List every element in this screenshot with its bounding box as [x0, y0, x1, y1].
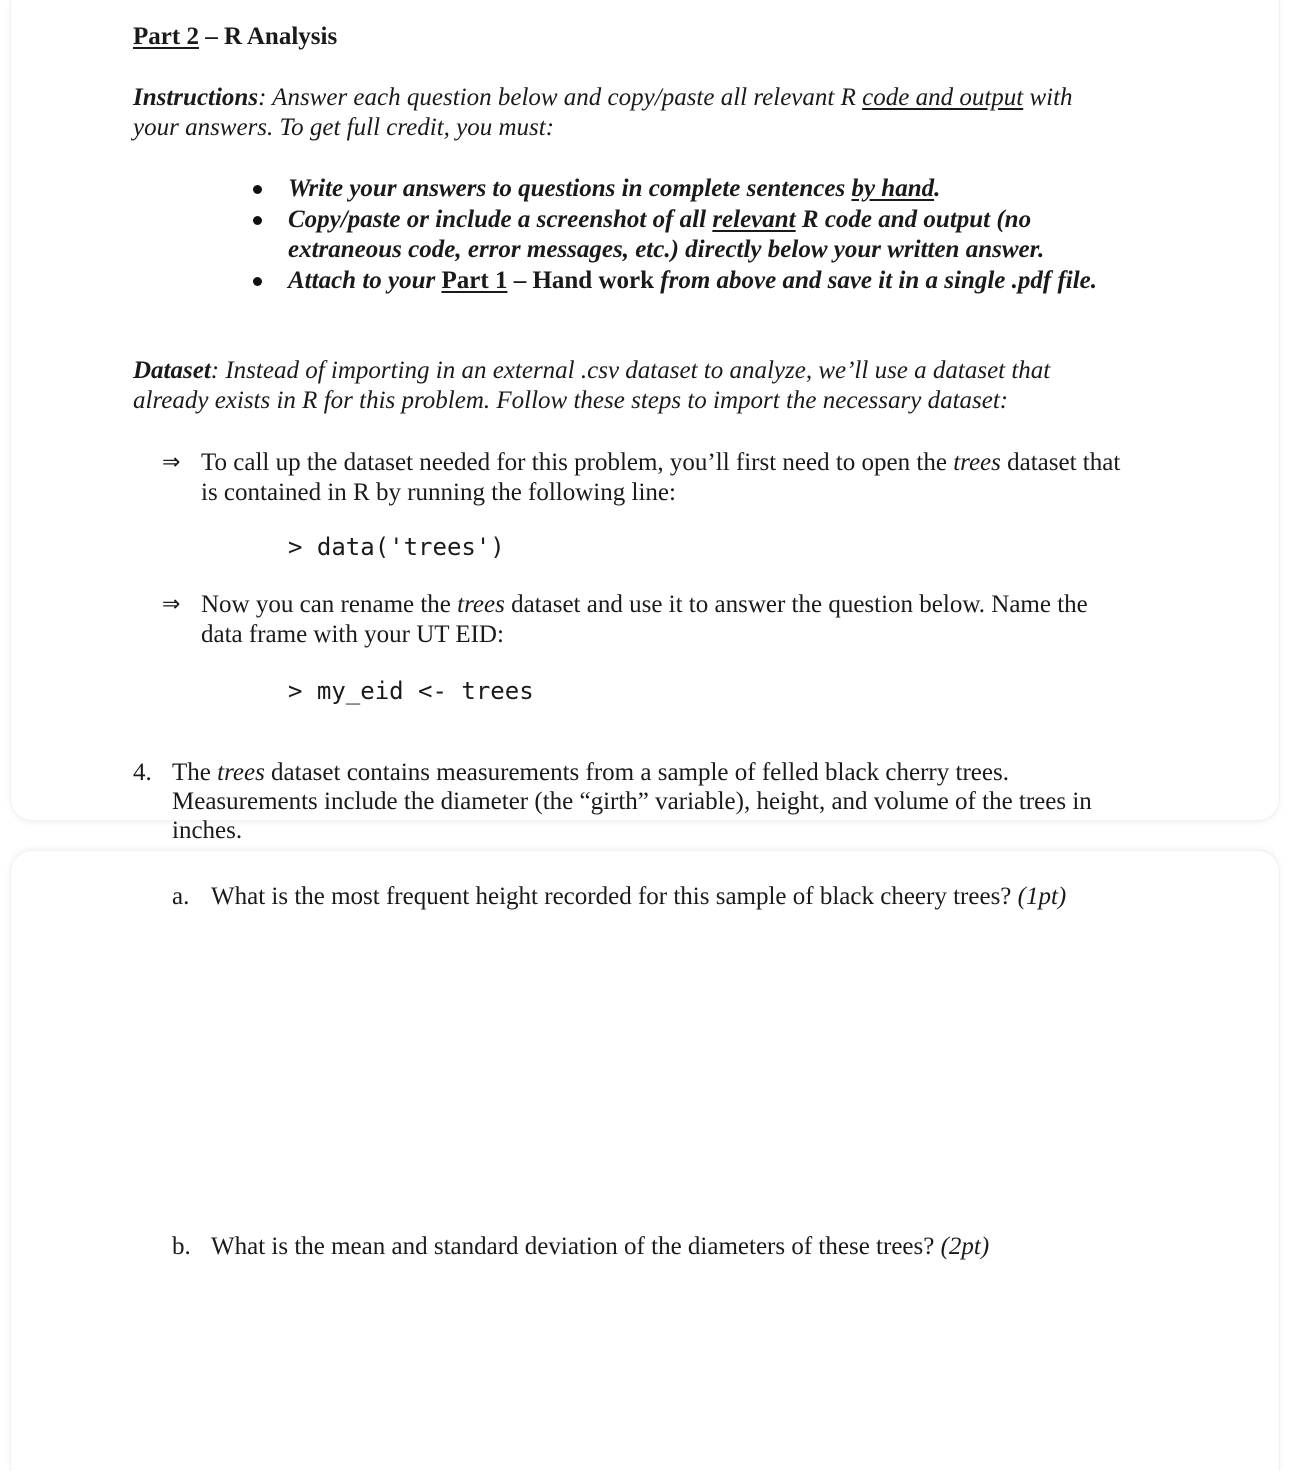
subquestion-a-label: a.: [172, 883, 190, 910]
question-number: 4.: [133, 759, 152, 786]
dataset-line-2: already exists in R for this problem. Follow these steps to import the necessary dataset:: [133, 387, 1009, 414]
bullet-2-text-a: Copy/paste or include a screenshot of all: [288, 206, 713, 233]
bullet-1: [288, 174, 940, 204]
step-1-text-b: dataset that: [1000, 449, 1121, 476]
subquestion-a: [211, 882, 1066, 912]
step-2-line-2: data frame with your UT EID:: [201, 621, 504, 648]
question-4-line-1: [172, 758, 1009, 788]
subquestion-b: [211, 1232, 989, 1262]
bullet-1-text-b: .: [934, 175, 941, 202]
code-line-2: > my_eid <- trees: [288, 677, 534, 705]
bullet-icon: [253, 185, 262, 194]
step-2-italic: trees: [457, 591, 505, 618]
question-4-text-a: The: [172, 759, 218, 786]
subquestion-a-text: What is the most frequent height recorded for this sample of black cheery trees?: [211, 883, 1018, 910]
bullet-2-underlined: relevant: [712, 206, 796, 233]
page-sheet-bottom: [10, 850, 1280, 1471]
bullet-1-text-a: Write your answers to questions in complete sentences: [288, 175, 852, 202]
title-part: Part 2: [133, 23, 199, 50]
dataset-text: : Instead of importing in an external .csv dataset to analyze, we’ll use a dataset that: [210, 357, 1051, 384]
step-2-text-a: Now you can rename the: [201, 591, 458, 618]
question-4-text-b: dataset contains measurements from a sample of felled black cherry trees.: [264, 759, 1009, 786]
dataset-line-1: [133, 356, 1050, 386]
code-line-1: > data('trees'): [288, 533, 505, 561]
arrow-right-icon: ⇒: [162, 450, 181, 475]
instructions-label: Instructions: [133, 84, 259, 111]
question-4-line-3: inches.: [172, 817, 243, 844]
bullet-icon: [253, 216, 262, 225]
step-1-text-a: To call up the dataset needed for this problem, you’ll first need to open the: [201, 449, 954, 476]
subquestion-b-label: b.: [172, 1233, 191, 1260]
instructions-text-a: : Answer each question below and copy/paste all relevant R: [258, 84, 863, 111]
subquestion-a-points: (1pt): [1017, 883, 1067, 910]
bullet-3: [288, 266, 1097, 296]
question-4-line-2: Measurements include the diameter (the “girth” variable), height, and volume of the trees in: [172, 788, 1092, 815]
step-1-line-2: is contained in R by running the following line:: [201, 479, 676, 506]
subquestion-b-points: (2pt): [940, 1233, 990, 1260]
bullet-2: [288, 205, 1031, 235]
instructions-text-underlined: code and output: [862, 84, 1024, 111]
instructions-line-2: your answers. To get full credit, you must:: [133, 114, 555, 141]
step-1-italic: trees: [953, 449, 1001, 476]
step-2-line-1: [201, 590, 1088, 620]
subquestion-b-text: What is the mean and standard deviation of the diameters of these trees?: [211, 1233, 941, 1260]
bullet-3-text-c: from above and save it in a single .pdf file.: [660, 267, 1098, 294]
bullet-1-underlined: by hand: [851, 175, 935, 202]
step-2-text-b: dataset and use it to answer the question below. Name the: [504, 591, 1088, 618]
bullet-2-line-2: extraneous code, error messages, etc.) directly below your written answer.: [288, 236, 1045, 263]
bullet-3-text-a: Attach to your: [288, 267, 442, 294]
title-rest: R Analysis: [223, 23, 338, 50]
instructions-text-b: with: [1023, 84, 1073, 111]
arrow-right-icon: ⇒: [162, 592, 181, 617]
page-title: [133, 22, 337, 52]
title-dash: –: [198, 23, 224, 50]
question-4-italic: trees: [217, 759, 265, 786]
bullet-2-text-b: R code and output (no: [795, 206, 1032, 233]
dataset-label: Dataset: [133, 357, 211, 384]
instructions-line-1: [133, 83, 1073, 113]
step-1-line-1: [201, 448, 1120, 478]
bullet-3-underlined: Part 1: [441, 267, 508, 294]
bullet-icon: [253, 277, 262, 286]
bullet-3-text-b: – Hand work: [507, 267, 661, 294]
